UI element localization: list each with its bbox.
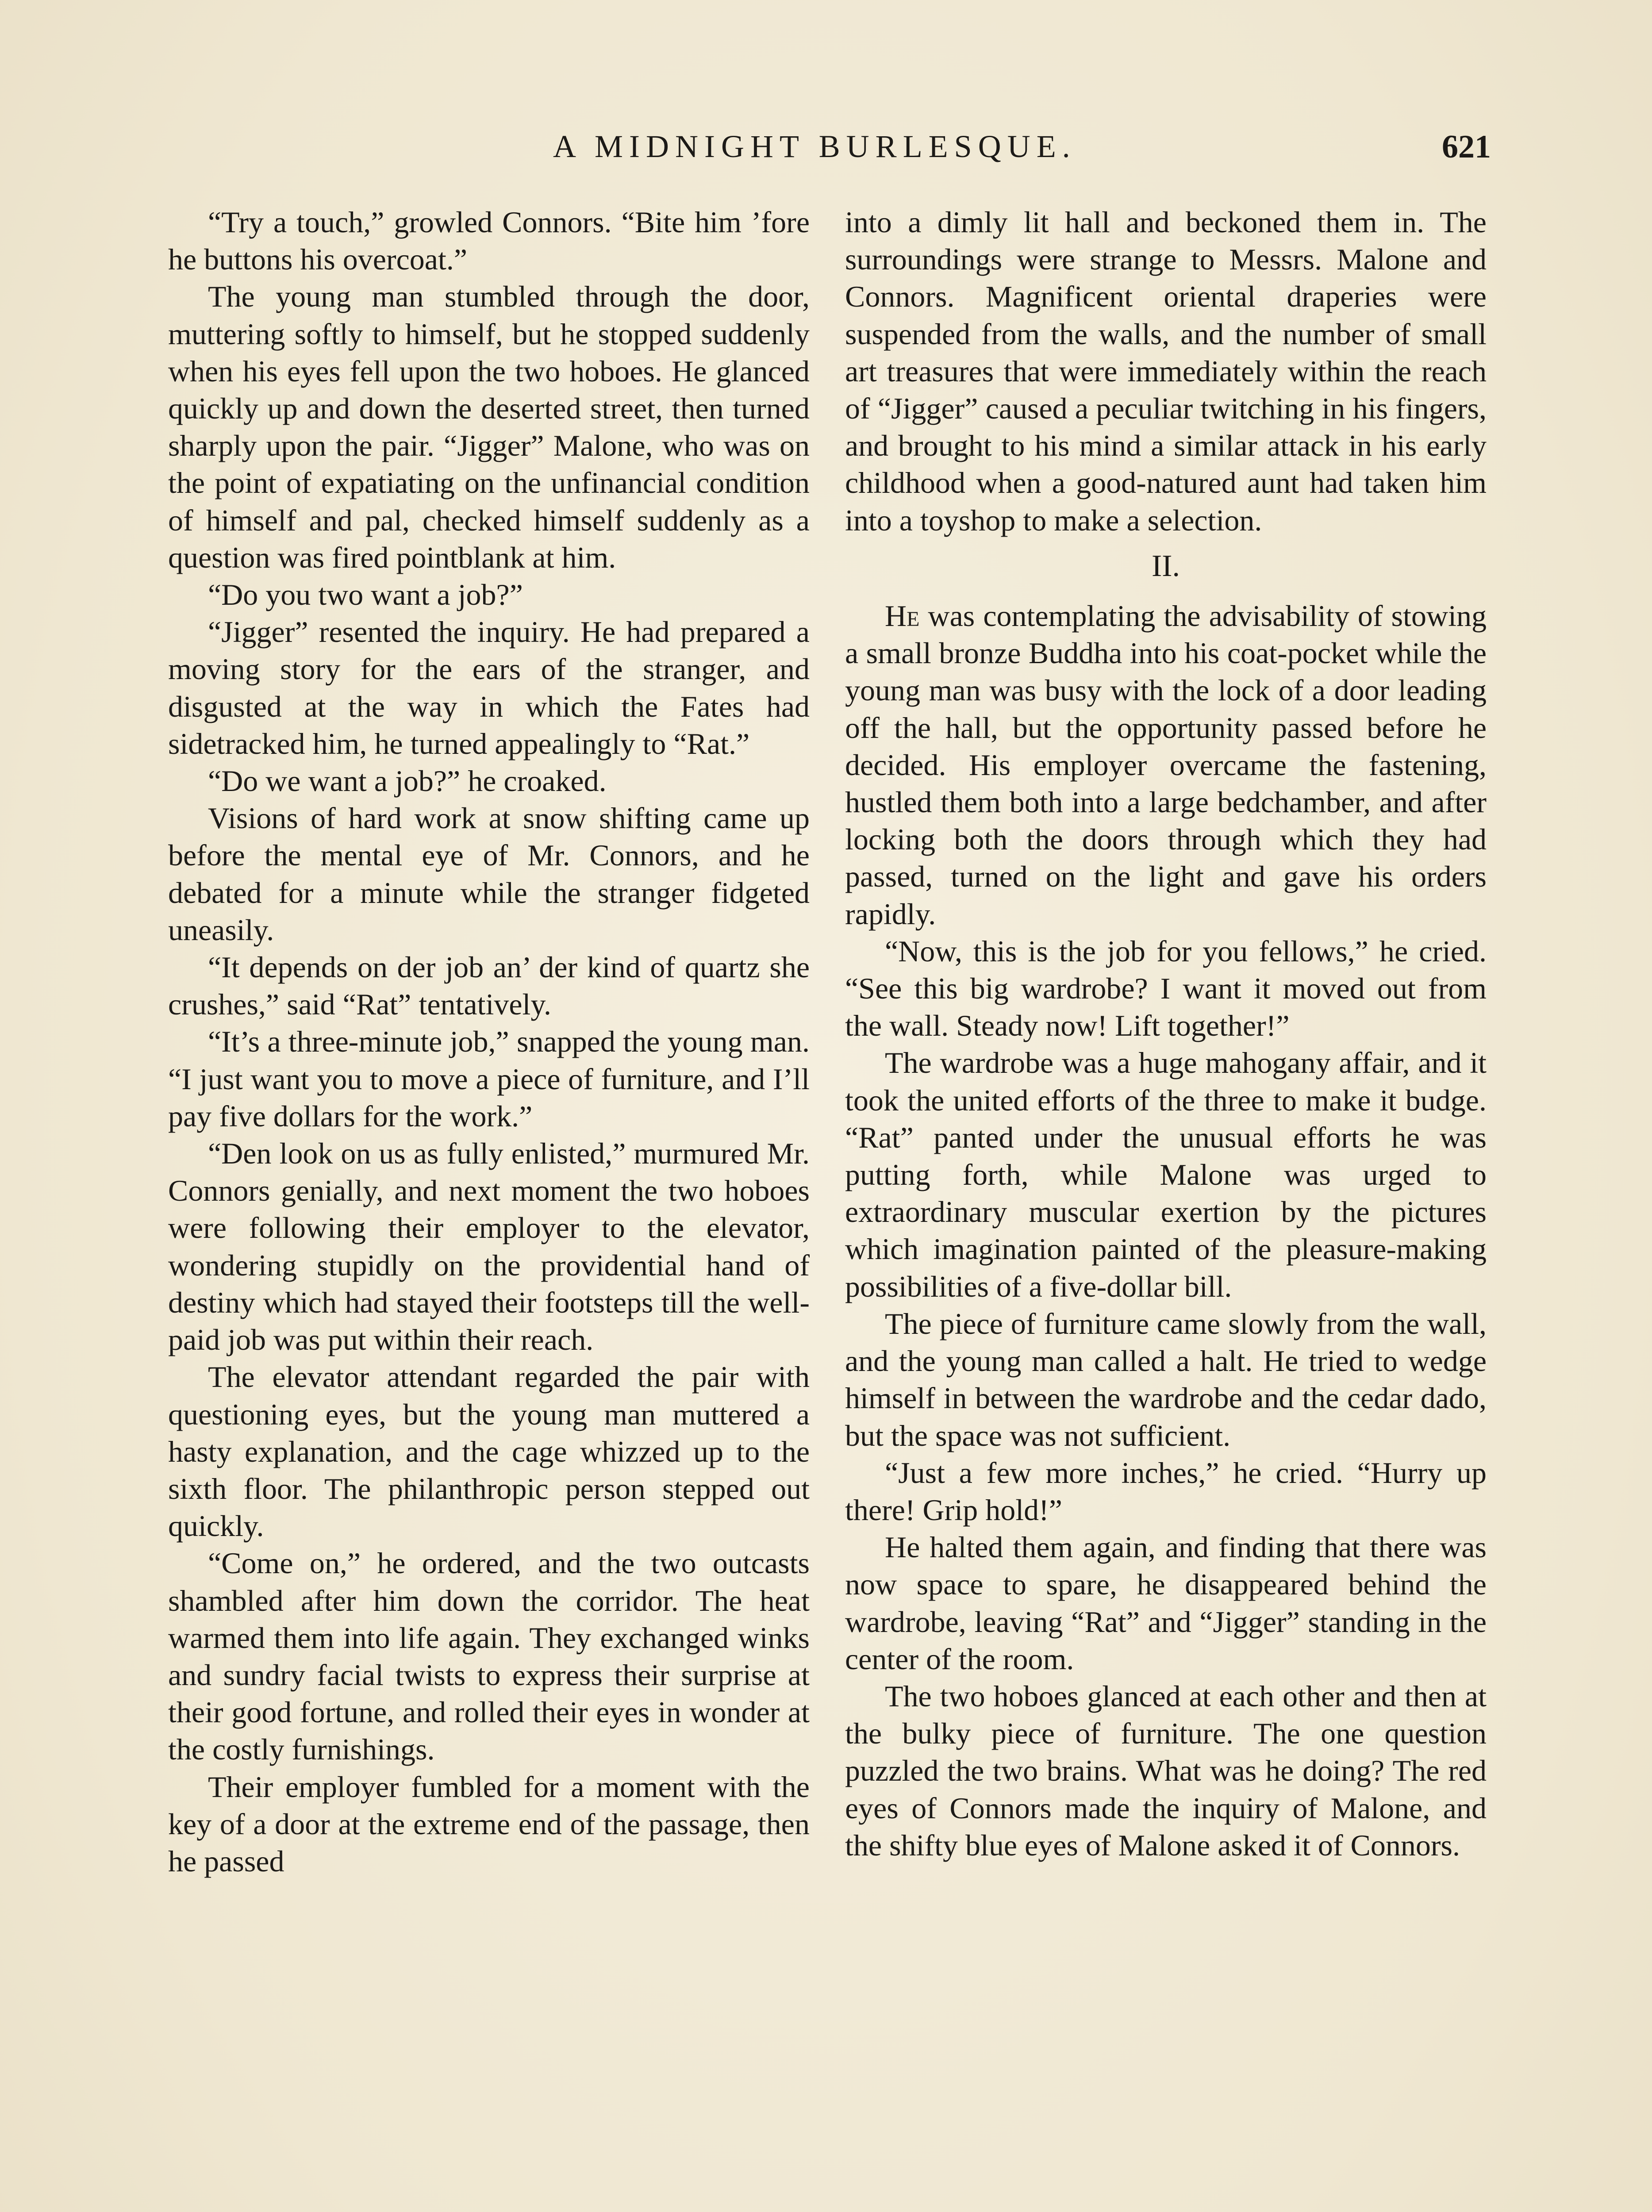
running-title: A MIDNIGHT BURLESQUE. [553,129,1076,164]
paragraph: The young man stumbled through the door, muttering softly to himself, but he stopped suddenly when his eyes fell upon the two hoboes. He glanced quickly up and down the deserted street, then turned sharply upon the pair. “Jigger” Malone, who was on the point of expatiating on the unfinancial condition of himself and pal, checked himself suddenly as a question was fired pointblank at him. [168,280,810,574]
right-column [845,204,1487,1864]
paragraph: “Just a few more inches,” he cried. “Hurry up there! Grip hold!” [845,1455,1487,1527]
running-head [168,128,1491,177]
left-column [168,204,810,1880]
paragraph: Their employer fumbled for a moment with the key of a door at the extreme end of the passage, then he passed [168,1770,810,1878]
paragraph: The piece of furniture came slowly from the wall, and the young man called a halt. He tried to wedge himself in between the wardrobe and the cedar dado, but the space was not sufficient. [845,1306,1487,1452]
section-first-paragraph-text: was contemplating the advisability of stowing a small bronze Buddha into his coat-pocket while the young man was busy with the lock of a door leading off the hall, but the opportunity passed before he decided. His employer overcame the fastening, hustled them both into a large bedchamber, and after locking both the doors through which they had passed, turned on the light and gave his orders rapidly. [845,599,1487,931]
paragraph: Visions of hard work at snow shifting came up before the mental eye of Mr. Connors, and he debated for a minute while the stranger fidgeted uneasily. [168,801,810,947]
paragraph: The elevator attendant regarded the pair with questioning eyes, but the young man muttered a hasty explanation, and the cage whizzed up to the sixth floor. The philanthropic person stepped out quickly. [168,1360,810,1543]
paragraph: “Den look on us as fully enlisted,” murmured Mr. Connors genially, and next moment the two hoboes were following their employer to the elevator, wondering stupidly on the providential hand of destiny which had stayed their footsteps till the well-paid job was put within their reach. [168,1137,810,1357]
paragraph: The wardrobe was a huge mahogany affair, and it took the united efforts of the three to make it budge. “Rat” panted under the unusual efforts he was putting forth, while Malone was urged to extraordinary muscular exertion by the pictures which imagination painted of the pleasure-making possibilities of a five-dollar bill. [845,1046,1487,1303]
section-lead-word: He [885,599,920,633]
paragraph: The two hoboes glanced at each other and then at the bulky piece of furniture. The one question puzzled the two brains. What was he doing? The red eyes of Connors made the inquiry of Malone, and the shifty blue eyes of Malone asked it of Connors. [845,1679,1487,1862]
section-number: II. [1151,549,1180,583]
paragraph: “Do you two want a job?” [208,578,523,612]
paragraph: He halted them again, and finding that there was now space to spare, he disappeared behind the wardrobe, leaving “Rat” and “Jigger” standing in the center of the room. [845,1530,1487,1676]
paragraph: “Try a touch,” growled Connors. “Bite him ’fore he buttons his overcoat.” [168,205,810,276]
paragraph: “Do we want a job?” he croaked. [208,764,607,798]
paragraph: “Come on,” he ordered, and the two outcasts shambled after him down the corridor. The heat warmed them into life again. They exchanged winks and sundry facial twists to express their surprise at their good fortune, and rolled their eyes in wonder at the costly furnishings. [168,1546,810,1767]
paragraph: “It’s a three-minute job,” snapped the young man. “I just want you to move a piece of furniture, and I’ll pay five dollars for the work.” [168,1025,810,1133]
page-number: 621 [1442,129,1491,165]
paragraph: “Now, this is the job for you fellows,” he cried. “See this big wardrobe? I want it moved out from the wall. Steady now! Lift together!” [845,934,1487,1043]
section-first-paragraph [845,597,1487,933]
paragraph-continuation: into a dimly lit hall and beckoned them in. The surroundings were strange to Messrs. Malone and Connors. Magnificent oriental draperies were suspended from the walls, and the number of small art treasures that were immediately within the reach of “Jigger” caused a peculiar twitching in his fingers, and brought to his mind a similar attack in his early childhood when a good-natured aunt had taken him into a toyshop to make a selection. [845,205,1487,537]
paragraph: “Jigger” resented the inquiry. He had prepared a moving story for the ears of the stranger, and disgusted at the way in which the Fates had sidetracked him, he turned appealingly to “Rat.” [168,615,810,760]
paragraph: “It depends on der job an’ der kind of quartz she crushes,” said “Rat” tentatively. [168,950,810,1022]
